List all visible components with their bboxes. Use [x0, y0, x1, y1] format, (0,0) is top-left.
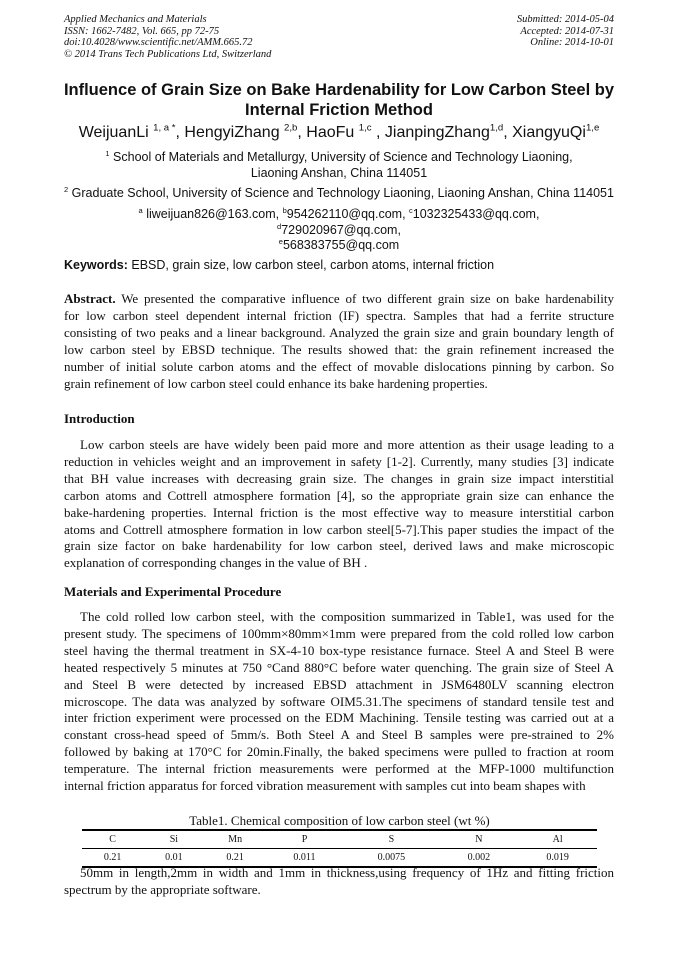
author-sup: 1,e: [585, 122, 600, 134]
materials-paragraph-continued: [64, 865, 614, 899]
text-line: low carbon steel by EBSD technique. The results showed that: the grain refinement increased the: [64, 341, 614, 357]
text-line: Low carbon steels are have widely been paid more and more attention as their usage leading to a: [80, 437, 614, 452]
table-cell: 0.011: [293, 852, 316, 863]
table-cell: 0.21: [103, 852, 122, 863]
text-line: consisting of two peaks and a linear background. Analyzed the grain size and grain boundary length of: [64, 324, 614, 340]
header-line: Applied Mechanics and Materials: [64, 14, 207, 25]
text-line: heated respectively 5 minutes at 750 °Cand 880°C before water quenching. The grain size of Steel A: [64, 659, 614, 675]
table-header-cell: Si: [169, 834, 179, 845]
affiliation-sup: 1: [105, 148, 110, 158]
author-name: JianpingZhang: [384, 124, 490, 141]
email-item: [409, 207, 539, 221]
table-cell: 0.002: [467, 852, 491, 863]
email-sup: b: [282, 205, 287, 215]
title-line: Influence of Grain Size on Bake Hardenability for Low Carbon Steel by: [63, 81, 615, 99]
table-header-cell: C: [109, 834, 116, 845]
affiliation-sup: 2: [64, 184, 69, 194]
text-line: [64, 291, 614, 308]
text-line: number of initial solute carbon atoms and the effect of movable dislocations pinning by carbon. So: [64, 358, 614, 374]
author-sup: 1,c: [358, 122, 372, 134]
text-line: The cold rolled low carbon steel, with the composition summarized in Table1, was used for the: [80, 609, 614, 624]
paper-title: [40, 80, 638, 120]
text-line: grain refinement of low carbon steel could enhance its bake hardening properties.: [64, 375, 488, 391]
email-address: liweijuan826@163.com,: [142, 207, 283, 221]
author-name: XiangyuQi: [512, 124, 586, 141]
text-line: present study. The specimens of 100mm×80mm×1mm were prepared from the cold rolled low carbon: [64, 625, 614, 641]
email-sup: a: [138, 205, 143, 215]
table-caption: Table1. Chemical composition of low carbon steel (wt %): [189, 813, 490, 828]
text-line-content: We presented the comparative influence of two different grain size on bake hardenability: [115, 291, 614, 306]
text-line: bake-hardening properties. Internal friction is the most effective way to measure interstitial carbon: [64, 504, 614, 520]
email-address: 1032325433@qq.com,: [412, 207, 540, 221]
header-line: doi:10.4028/www.scientific.net/AMM.665.72: [64, 37, 253, 48]
email-address: 568383755@qq.com: [282, 238, 400, 252]
author-list: [30, 124, 648, 142]
affiliation-text: School of Materials and Metallurgy, University of Science and Technology Liaoning,: [109, 150, 573, 164]
header-line: Accepted: 2014-07-31: [520, 25, 614, 37]
email-sup: c: [409, 205, 413, 215]
author-sup: 2,b: [284, 122, 298, 134]
text-line: reduction in vehicles weight and an improvement in safety [1-2]. Currently, many studies [3] indicate: [64, 453, 614, 469]
text-line: inter friction experiment were processed on the EDM Machining. Tensile testing was carried out at a: [64, 710, 614, 726]
author-sup: 1, a *: [153, 122, 176, 134]
header-line: © 2014 Trans Tech Publications Ltd, Switzerland: [64, 48, 272, 60]
text-line: that BH value increases with decreasing grain size. The changes in grain size impact interstitial: [64, 470, 614, 486]
text-line: atoms and Cottrell atmosphere formation in low carbon steel[5-7].This paper studies the impact of the: [64, 521, 614, 537]
author-sep: ,: [503, 124, 513, 141]
affiliation-text: Graduate School, University of Science and Technology Liaoning, Liaoning Anshan, China 114051: [68, 186, 614, 200]
text-line: microscope. The data was analyzed by software OIM5.31.The specimens of standard tensile test and: [64, 693, 614, 709]
email-sup: e: [278, 236, 283, 246]
text-line: temperature. The internal friction measurements were performed at the MFP-1000 multifunction: [64, 761, 614, 777]
table-header-cell: N: [475, 834, 483, 845]
keywords: [64, 258, 494, 272]
email-sup: d: [277, 221, 282, 231]
table-cell: 0.0075: [377, 852, 406, 863]
text-line: spectrum by the appropriate software.: [64, 881, 261, 897]
submission-dates: [517, 14, 614, 49]
email-item: [279, 238, 399, 252]
author-name: WeijuanLi: [78, 124, 154, 141]
text-line: for low carbon steel dependent internal friction (IF) spectra. Samples that had a ferrite structure: [64, 307, 614, 323]
author-name: HengyiZhang: [184, 124, 285, 141]
affiliation-1: [30, 150, 648, 181]
email-item: [139, 207, 283, 221]
author-sup: 1,d: [489, 122, 504, 134]
journal-info: [64, 14, 271, 60]
email-item: [283, 207, 409, 221]
text-line: followed by baking at 170°C for 20min.Finally, the baked specimens were pulled to fraction at room: [64, 744, 614, 760]
header-line: Online: 2014-10-01: [530, 37, 614, 48]
introduction-paragraph: [64, 437, 614, 572]
table-header-cell: Mn: [228, 834, 243, 845]
table-header-cell: S: [388, 834, 395, 845]
table-chemical-composition: [82, 813, 597, 868]
section-heading-materials: Materials and Experimental Procedure: [64, 584, 282, 599]
text-line: grain size factor on bake hardenability for low carbon steel, derived laws and make microscopic: [64, 538, 614, 554]
author-name: HaoFu: [306, 124, 359, 141]
header-line: ISSN: 1662-7482, Vol. 665, pp 72-75: [64, 25, 220, 37]
table-cell: 0.21: [226, 852, 244, 863]
text-line: carbon atoms and Cottrell atmosphere formation [4], so the appropriate grain size can enhance the: [64, 487, 614, 503]
text-line: explanation of corresponding changes in the value of BH .: [64, 555, 368, 571]
author-sep: ,: [175, 124, 185, 141]
table-header-cell: P: [301, 834, 308, 845]
affiliation-2: [30, 186, 648, 202]
affiliation-text: Liaoning Anshan, China 114051: [250, 165, 428, 180]
email-address: 729020967@qq.com,: [281, 222, 401, 237]
text-line: 50mm in length,2mm in width and 1mm in thickness,using frequency of 1Hz and fitting friction: [80, 865, 614, 880]
keywords-label: Keywords:: [64, 258, 128, 272]
header-line: Submitted: 2014-05-04: [516, 14, 614, 25]
author-sep: ,: [371, 124, 385, 141]
table-header-cell: Al: [552, 834, 563, 845]
table-cell: 0.01: [165, 852, 183, 863]
email-list: [90, 207, 588, 254]
author-sep: ,: [297, 124, 307, 141]
materials-paragraph: [64, 609, 614, 795]
text-line: internal friction apparatus for forced vibration measurement with samples cut into beam shapes with: [64, 778, 586, 794]
keywords-text: EBSD, grain size, low carbon steel, carbon atoms, internal friction: [127, 258, 495, 272]
section-heading-introduction: Introduction: [64, 411, 135, 426]
text-line: constant cross-head speed of 5mm/s. Both Steel A and Steel B samples were pre-strained to 2%: [64, 727, 614, 743]
table-cell: 0.019: [546, 852, 569, 863]
text-line: and Steel B were detected by increased EBSD attachment in JSM6480LV scanning electron: [64, 676, 614, 692]
title-line: Internal Friction Method: [245, 101, 433, 119]
abstract: [64, 291, 614, 392]
table-header-row: [82, 830, 597, 849]
email-item: [277, 223, 401, 237]
text-line: steel having the thermal treatment in SX-4-10 box-type resistance furnace. Steel A and Steel B were: [64, 642, 614, 658]
abstract-label: Abstract.: [64, 291, 116, 306]
email-address: 954262110@qq.com,: [286, 207, 410, 221]
